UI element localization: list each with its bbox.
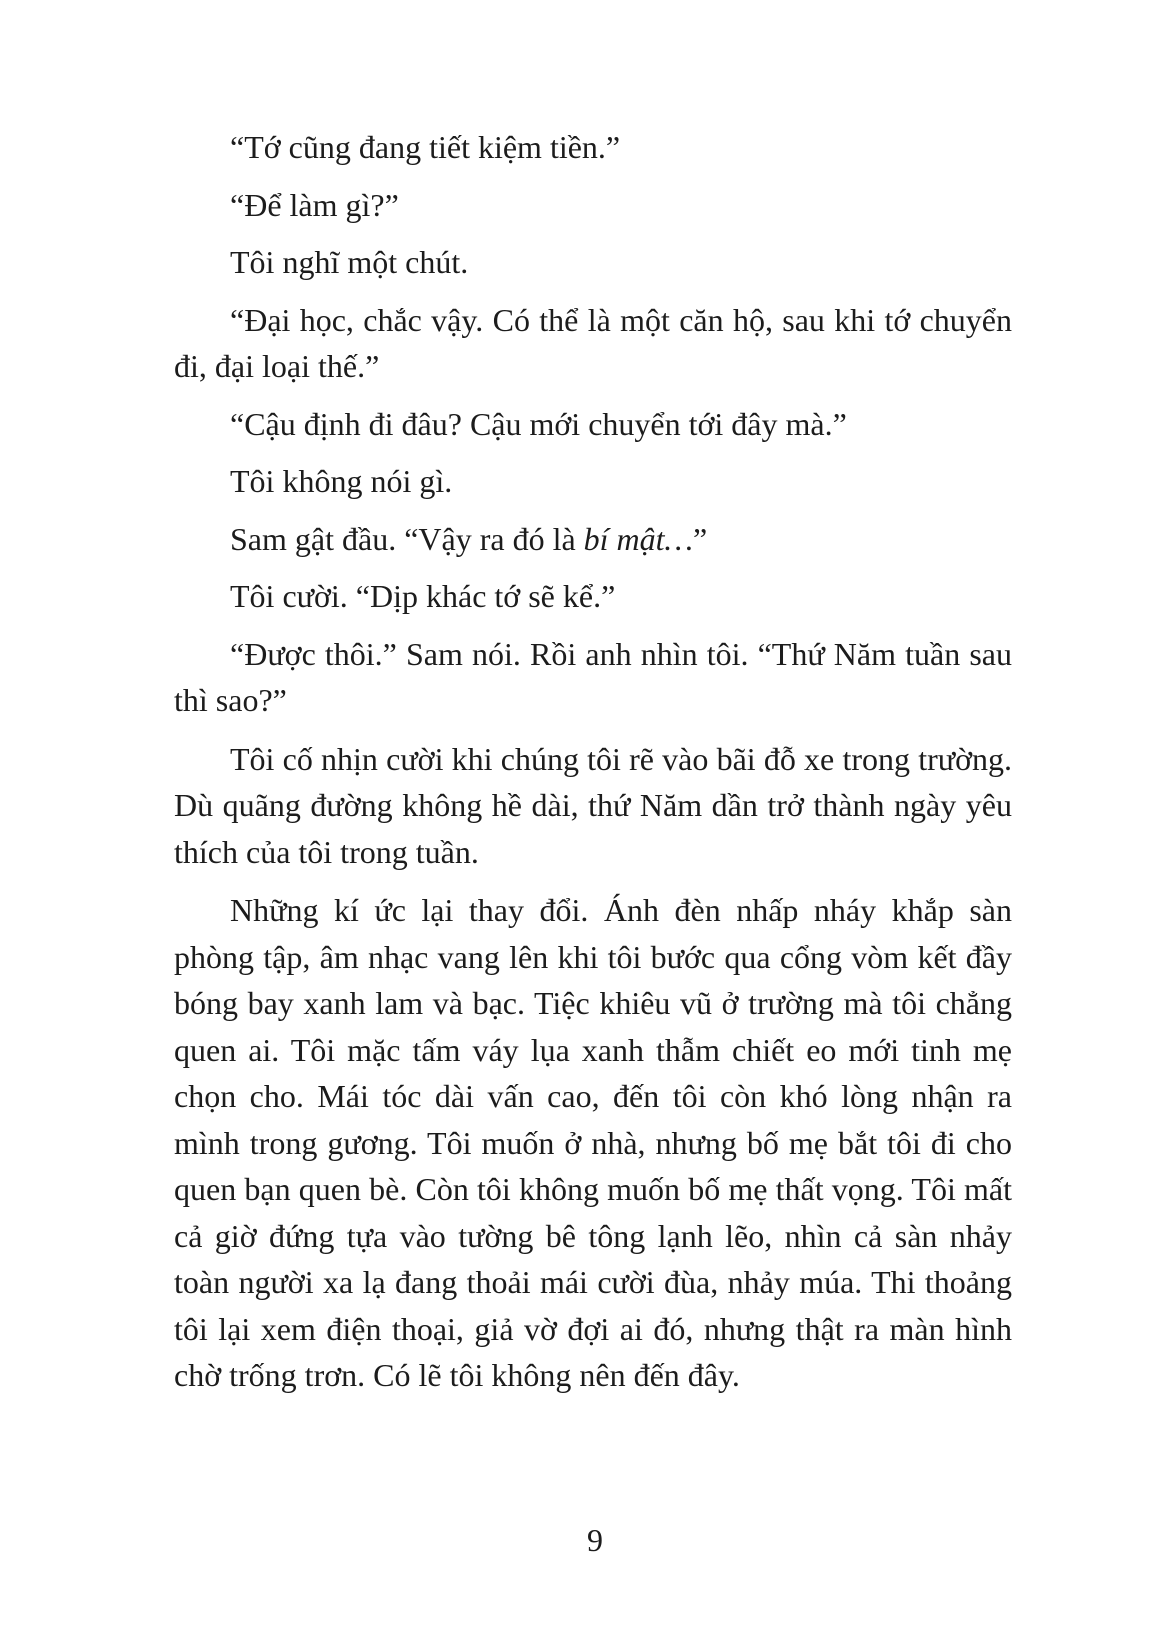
paragraph-text: Sam gật đầu. “Vậy ra đó là — [230, 520, 584, 557]
paragraph-3 — [174, 239, 1012, 286]
italic-emphasis: bí mật… — [583, 520, 693, 557]
paragraph-2 — [174, 182, 1012, 229]
paragraph-5 — [174, 401, 1012, 448]
paragraph-text: “Đại học, chắc vậy. Có thể là một căn hộ, sau khi tớ chuyển đi, đại loại thế.” — [174, 301, 1012, 384]
paragraph-text: Tôi cười. “Dịp khác tớ sẽ kể.” — [230, 578, 616, 614]
paragraph-text: “Tớ cũng đang tiết kiệm tiền.” — [230, 129, 621, 165]
paragraph-text: Tôi không nói gì. — [230, 463, 453, 499]
paragraph-text: “Để làm gì?” — [230, 186, 399, 223]
paragraph-text: Những kí ức lại thay đổi. Ánh đèn nhấp nháy khắp sàn phòng tập, âm nhạc vang lên khi tôi bước qua cổng vòm kết đầy bóng bay xanh lam và bạc. Tiệc khiêu vũ ở trường mà tôi chẳng quen ai. Tôi mặc tấm váy lụa xanh thẫm chiết eo mới tinh mẹ chọn cho. Mái tóc dài vấn cao, đến tôi còn khó lòng nhận ra mình trong gương. Tôi muốn ở nhà, nhưng bố mẹ bắt tôi đi cho quen bạn quen bè. Còn tôi không muốn bố mẹ thất vọng. Tôi mất cả giờ đứng tựa vào tường bê tông lạnh lẽo, nhìn cả sàn nhảy toàn người xa lạ đang thoải mái cười đùa, nhảy múa. Thi thoảng tôi lại xem điện thoại, giả vờ đợi ai đó, nhưng thật ra màn hình chờ trống trơn. Có lẽ tôi không nên đến đây. — [174, 892, 1012, 1393]
paragraph-9 — [174, 631, 1012, 724]
page-body — [174, 124, 1012, 1399]
paragraph-7 — [174, 516, 1012, 563]
paragraph-text: Tôi cố nhịn cười khi chúng tôi rẽ vào bãi đỗ xe trong trường. Dù quãng đường không hề dài, thứ Năm dần trở thành ngày yêu thích của tôi trong tuần. — [174, 740, 1012, 870]
paragraph-10 — [174, 736, 1012, 876]
paragraph-text: “Cậu định đi đâu? Cậu mới chuyển tới đây mà.” — [230, 405, 847, 442]
paragraph-text: Tôi nghĩ một chút. — [230, 244, 469, 280]
paragraph-text: ” — [693, 520, 708, 557]
paragraph-6 — [174, 458, 1012, 505]
paragraph-8 — [174, 573, 1012, 620]
paragraph-4 — [174, 297, 1012, 390]
page-number: 9 — [587, 1522, 603, 1558]
paragraph-text: “Được thôi.” Sam nói. Rồi anh nhìn tôi. “Thứ Năm tuần sau thì sao?” — [174, 635, 1012, 718]
paragraph-11 — [174, 887, 1012, 1399]
paragraph-1 — [174, 124, 1012, 171]
